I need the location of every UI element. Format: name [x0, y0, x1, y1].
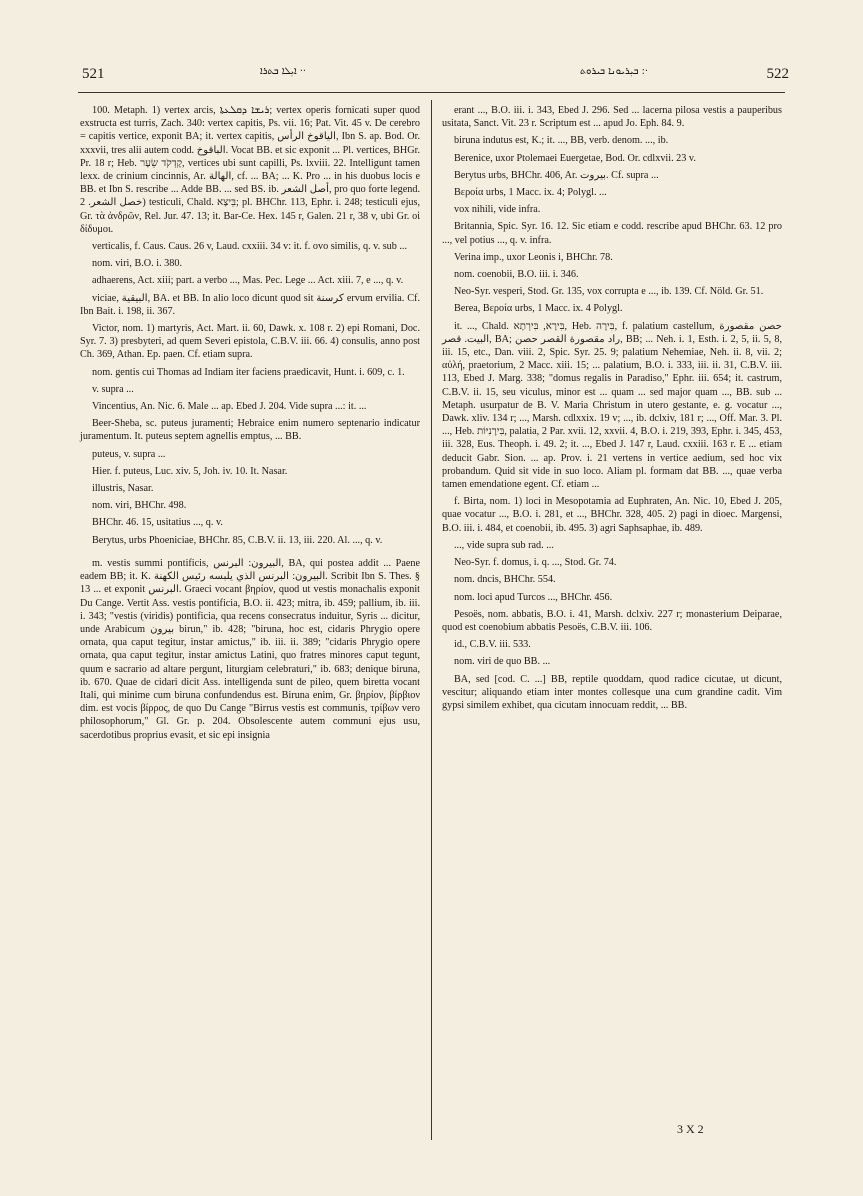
dictionary-entry: 100. Metaph. 1) vertex arcis, ܪܝܫܐ ܕܩܠܥܬܐ; vertex operis fornicati super quod exstructa est turris, Zach. 340: vertex capitis, Ps. vii. 16; Pat. Vit. 45 v. De cerebro = capitis vertice, exponit BA; it. vertex capitis, الياقوخ الرأس, Ibn S. ap. Bod. Or. xxxvii, tres alii autem codd. الباقوخ. Vocat BB. et sic exponit ... Pl. vertices, BHGr. Pr. 18 r; Heb. קָדְקֹד שֵׂעָר, vertices ubi sunt capilli, Ps. lxviii. 22. Intelligunt tamen lexx. de crinium cincinnis, Ar. الهالة, cf. ... BA; ... K. Pro ... in his duobus locis e BB. et Ibn S. rescribe ... Adde BB. ... sed BS. ib. أصل الشعر, pro quo forte legend. خصل الشعر. 2) testiculi, Chald. בֵּיצָא; pl. BHChr. 113, Ephr. i. 248; testiculi ejus, Gr. τὰ ἀνδρῶν, Rel. Jur. 47. 13; it. Bar-Ce. Hex. 145 r, Galen. 21 r, 38 v, ubi Gr. οἱ δίδυμοι.	[80, 105, 421, 235]
dictionary-entry: Beer-Sheba, sc. puteus juramenti; Hebraice enim numero septenario indicatur juramentum. It. puteus septem agnellis emptus, ... BB.	[80, 418, 420, 443]
dictionary-entry: nom. viri, B.O. i. 380.	[92, 258, 182, 270]
dictionary-entry: BA, sed [cod. C. ...] BB, reptile quoddam, quod radice cicutae, ut dicunt, vescitur; aliquando etiam inter montes collesque una cum grandine cadit. Vim gypsi similem exhibet, qua cicutam innocuam reddit, ... BB.	[442, 673, 782, 711]
dictionary-entry: Britannia, Spic. Syr. 16. 12. Sic etiam e codd. rescribe apud BHChr. 63. 12 pro ..., vel potius ..., q. v. infra.	[442, 221, 782, 246]
dictionary-entry: Berea, Βεροία urbs, 1 Macc. ix. 4 Polygl.	[454, 303, 623, 315]
dictionary-entry: nom. viri de quo BB. ...	[454, 656, 551, 668]
dictionary-entry: v. supra ...	[92, 383, 134, 395]
dictionary-entry: erant ..., B.O. iii. i. 343, Ebed J. 296. Sed ... lacerna pilosa vestis a pauperibus usitata, Sanct. Vit. 23 r. Scriptum est ... apud Jo. Eph. 84. 9.	[442, 105, 782, 130]
dictionary-entry: Victor, nom. 1) martyris, Act. Mart. ii. 60, Dawk. x. 108 r. 2) epi Romani, Doc. Syr. 7. 3) presbyteri, ad quem Severi epistola, C.B.V. iii. 66. 4) consulis, anno post Ch. 369, Athan. Ep. paen. Cf. etiam supra.	[80, 323, 420, 361]
dictionary-entry: Hier. f. puteus, Luc. xiv. 5, Joh. iv. 10. It. Nasar.	[92, 465, 288, 477]
page-header	[60, 58, 803, 88]
dictionary-entry: Verina imp., uxor Leonis i, BHChr. 78.	[454, 251, 613, 263]
dictionary-entry: ..., vide supra sub rad. ...	[454, 539, 554, 551]
dictionary-entry: Pesoës, nom. abbatis, B.O. i. 41, Marsh. dclxiv. 227 r; monasterium Deiparae, quod est coenobium abbatis Pesoës, C.B.V. iii. 106.	[442, 608, 782, 633]
dictionary-entry: puteus, v. supra ...	[92, 448, 166, 460]
running-head-right: ܒܝܼܪܝܘܢܐ ܒܝܪܘܬ :·	[580, 66, 648, 77]
page-number-left: 521	[82, 66, 105, 82]
signature-mark: 3 X 2	[677, 1122, 704, 1136]
dictionary-entry: nom. viri, BHChr. 498.	[92, 500, 187, 512]
column-divider	[431, 100, 432, 1140]
left-column	[80, 104, 420, 746]
dictionary-entry: nom. dncis, BHChr. 554.	[454, 574, 556, 586]
dictionary-entry: verticalis, f. Caus. Caus. 26 v, Laud. cxxiii. 34 v: it. f. ovo similis, q. v. sub ...	[92, 241, 408, 253]
dictionary-entry: nom. gentis cui Thomas ad Indiam iter faciens praedicavit, Hunt. i. 609, c. 1.	[92, 366, 405, 378]
dictionary-entry: Berenice, uxor Ptolemaei Euergetae, Bod. Or. cdlxvii. 23 v.	[454, 152, 696, 164]
dictionary-entry: viciae, البيقية, BA. et BB. In alio loco dicunt quod sit كرسنة ervum ervilia. Cf. Ibn Bait. i. 198, ii. 367.	[80, 292, 420, 317]
dictionary-entry: illustris, Nasar.	[92, 483, 154, 495]
dictionary-entry: Neo-Syr. vesperi, Stod. Gr. 135, vox corrupta e ..., ib. 139. Cf. Nöld. Gr. 51.	[454, 286, 764, 298]
dictionary-entry: id., C.B.V. iii. 533.	[454, 639, 531, 651]
dictionary-entry: BHChr. 46. 15, usitatius ..., q. v.	[92, 517, 223, 529]
dictionary-entry: Βεροία urbs, 1 Macc. ix. 4; Polygl. ...	[454, 187, 607, 199]
header-rule	[78, 92, 785, 93]
dictionary-entry: nom. loci apud Turcos ..., BHChr. 456.	[454, 591, 613, 603]
dictionary-entry: nom. coenobii, B.O. iii. i. 346.	[454, 269, 579, 281]
dictionary-entry: Berytus, urbs Phoeniciae, BHChr. 85, C.B.V. ii. 13, iii. 220. Al. ..., q. v.	[92, 534, 383, 546]
dictionary-entry: Neo-Syr. f. domus, i. q. ..., Stod. Gr. 74.	[454, 557, 617, 569]
dictionary-entry: Berytus urbs, BHChr. 406, Ar. بيروت. Cf. supra ...	[454, 169, 659, 181]
dictionary-entry: f. Birta, nom. 1) loci in Mesopotamia ad Euphraten, An. Nic. 10, Ebed J. 205, quae vocatur ..., B.O. i. 281, et ..., BHChr. 328, 405. 2) pagi in dioec. Margensi, B.O. iii. i. 484, et coenobii, ib. 495. 3) agri Saphsaphae, ib. 489.	[442, 496, 782, 534]
dictionary-entry: adhaerens, Act. xiii; part. a verbo ..., Mas. Pec. Lege ... Act. xiii. 7, e ..., q. v.	[92, 275, 404, 287]
page-number-right: 522	[766, 66, 789, 82]
running-head-left: ܐܝܼܠܐ ܒܬܪܐ ··	[260, 66, 306, 77]
dictionary-entry: vox nihili, vide infra.	[454, 204, 541, 216]
dictionary-entry: Vincentius, An. Nic. 6. Male ... ap. Ebed J. 204. Vide supra ...: it. ...	[92, 401, 367, 413]
dictionary-entry: biruna indutus est, K.; it. ..., BB, verb. denom. ..., ib.	[454, 135, 669, 147]
dictionary-entry: it. ..., Chald. בִּירָא, בִּירְתָא, Heb. בִּירָה, f. palatium castellum, حصن مقصورة البيت. قصر, BA; راد مقصورة القصر حصن, BB; ... Neh. i. 1, Esth. i. 2, 5, ii. 5, 8, iii. 15, etc., Dan. viii. 2, Spic. Syr. 25. 9; palatium Nehemiae, Neh. ii. 8, vii. 2; αὐλή, praetorium, 2 Macc. xiii. 15; ... palatium, B.O. i. 333, iii. ii. 31, C.B.V. iii. 113, Ebed J. Marg. 338; "domus regalis in Paradiso," Ephr. iii. 654; it. castrum, C.B.V. ii. 15, seu viculus, minor est ... quam ... sed major quam ..., BB. sub ... Metaph. usurpatur de B. V. Maria Christum in utero gestante, e. g. vocatur ..., Dawk. xliv. 134 r; ..., Marsh. cdlxxix. 19 v; ..., ib. dclxiv, 181 r; ..., Off. Mar. 3. Pl. ..., Heb. בִּירָנִיּוֹת, palatia, 2 Par. xvii. 12, xxvii. 4, B.O. i. 219, 393, Ephr. i. 345, 453, iii. 328, Eus. Theoph. i. 49. 2; it. ..., Ebed J. 147 r, Laud. cxxiii. 163 r. E ... etiam deducit Gabr. Sion. ... ap. Prov. i. 21 vertens in vertice aedium, sed hoc vix probandum. Quid sit vide in suo loco. Aliam pl. formam dat BB. ..., quae verba tamen emendatione egent. Cf. etiam ...	[442, 320, 783, 491]
dictionary-entry: m. vestis summi pontificis, البيرون: البرنس, BA, qui postea addit ... Paene eadem BB; it. K. البيرون: البرنس الذي يلبسه رئيس الكهنة. Scribit Ibn S. Thes. § 13 ... et exponit البرنس. Graeci vocant βηρίον, quod ut vestis monachalis exponit Du Cange. Vertit Ass. vestis pontificia, B.O. ii. 423; mitra, ib. 459; pallium, ib. iii. i. 343; "vestis (viridis) pontificia, qua recens consecratus induitur, Syris ... dicitur, unde Arabicum بيرون birun," ib. 428; "biruna, hoc est, cidaris Phrygio opere ornata, qua caput tegitur, instar amictus," ib. iii. ii. 389; "cidaris Phrygio opere ornata, qua caput tegitur, instar amictus Latini, quo fratres minores caput tegunt, quum e sacrario ad altare pergunt, liturgiam celebraturi," ib. 683; denique biruna, ib. 670. Quae de cidari dicit Ass. intelligenda sunt de pileo, quem biretta vocant Itali, qui minime cum biruna confundendus est. Biruna enim, Gr. βηρίον, βίρβιον dim. est vocis βίρρος, de quo Du Cange "Birrus vestis est communis, τρίβων vero philosophorum," Gl. Gr. p. 204. Obsolescente autem communi ejus usu, sacerdotibus proprius evasit, et sic epi insignia	[80, 557, 420, 741]
right-column	[442, 104, 782, 716]
